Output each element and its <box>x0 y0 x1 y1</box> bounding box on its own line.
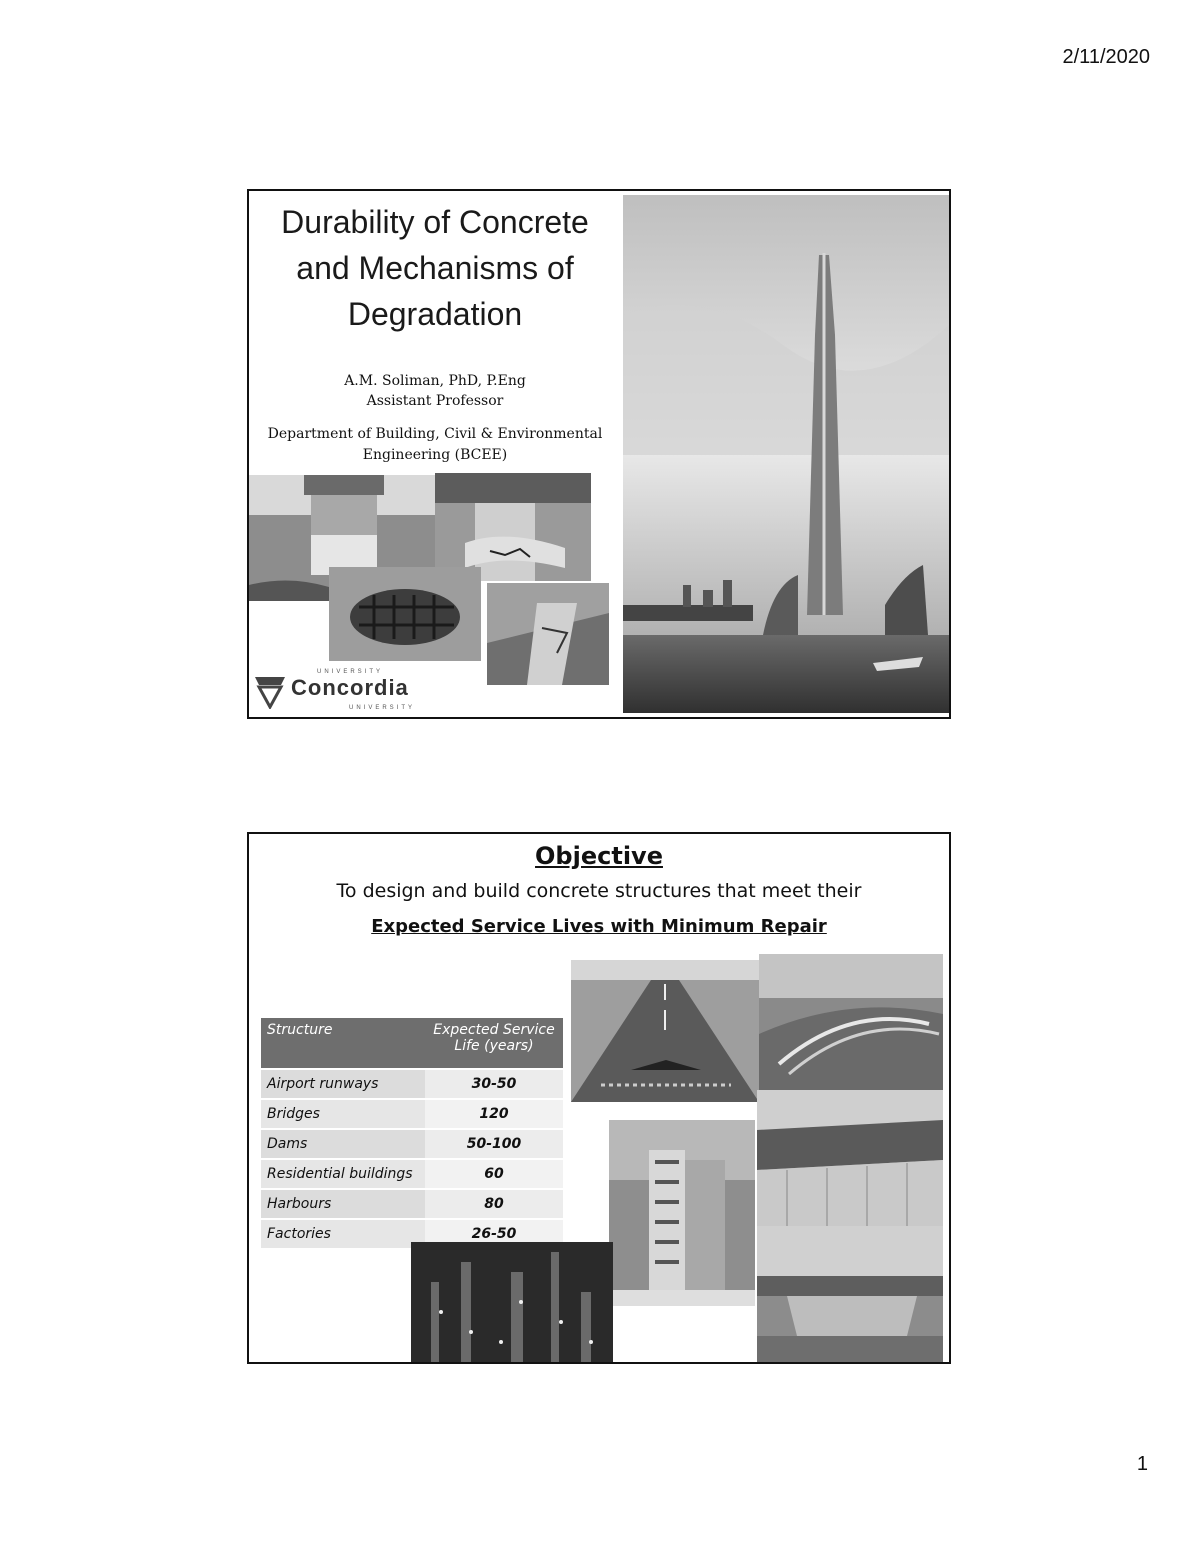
table-header-structure: Structure <box>261 1018 425 1068</box>
slide-subtitle-emphasis: Expected Service Lives with Minimum Repair <box>371 916 827 937</box>
department-line: Engineering (BCEE) <box>362 447 508 463</box>
author-name: A.M. Soliman, PhD, P.Eng <box>344 373 526 389</box>
table-row <box>261 1070 563 1098</box>
logo-small-text: UNIVERSITY <box>317 669 384 675</box>
title-line: Degradation <box>347 296 523 332</box>
slide-subtitle: To design and build concrete structures that meet their <box>336 880 862 902</box>
table-row <box>261 1100 563 1128</box>
exposed-rebar-photo <box>329 567 481 661</box>
author-position: Assistant Professor <box>366 393 504 409</box>
factory-photo <box>411 1242 613 1364</box>
structure-cell: Dams <box>261 1130 425 1158</box>
residential-building-photo <box>609 1120 755 1306</box>
service-life-cell: 26-50 <box>425 1220 563 1248</box>
department <box>255 424 615 466</box>
skyscraper-photo <box>623 195 949 713</box>
structure-cell: Residential buildings <box>261 1160 425 1188</box>
table-header-row <box>261 1018 563 1068</box>
slide-heading: Objective <box>535 842 663 870</box>
slide-title <box>255 199 615 337</box>
harbour-photo <box>757 1226 943 1362</box>
title-slide <box>247 189 951 719</box>
table-row <box>261 1130 563 1158</box>
bridge-aerial-photo <box>759 954 943 1090</box>
structure-cell: Factories <box>261 1220 425 1248</box>
column-damage-photo <box>435 473 591 581</box>
concordia-crest-icon <box>253 673 287 709</box>
service-life-cell: 50-100 <box>425 1130 563 1158</box>
dam-photo <box>757 1090 943 1226</box>
page-number: 1 <box>1136 1453 1148 1475</box>
runway-photo <box>571 960 759 1102</box>
title-line: and Mechanisms of <box>296 250 574 286</box>
structure-cell: Harbours <box>261 1190 425 1218</box>
title-line: Durability of Concrete <box>281 204 589 240</box>
beam-underside-photo <box>487 583 609 685</box>
page-date: 2/11/2020 <box>1062 46 1150 68</box>
service-life-cell: 120 <box>425 1100 563 1128</box>
concordia-logo <box>253 669 449 713</box>
structure-cell: Bridges <box>261 1100 425 1128</box>
logo-small-text: UNIVERSITY <box>349 705 416 711</box>
structure-cell: Airport runways <box>261 1070 425 1098</box>
service-life-cell: 80 <box>425 1190 563 1218</box>
department-line: Department of Building, Civil & Environmental <box>267 426 603 442</box>
service-life-table <box>261 1016 563 1250</box>
table-row <box>261 1160 563 1188</box>
logo-wordmark: Concordia <box>291 675 409 700</box>
service-life-cell: 30-50 <box>425 1070 563 1098</box>
author-block <box>255 371 615 411</box>
table-row <box>261 1190 563 1218</box>
service-life-cell: 60 <box>425 1160 563 1188</box>
table-header-service-life: Expected Service Life (years) <box>425 1018 563 1068</box>
objective-slide <box>247 832 951 1364</box>
